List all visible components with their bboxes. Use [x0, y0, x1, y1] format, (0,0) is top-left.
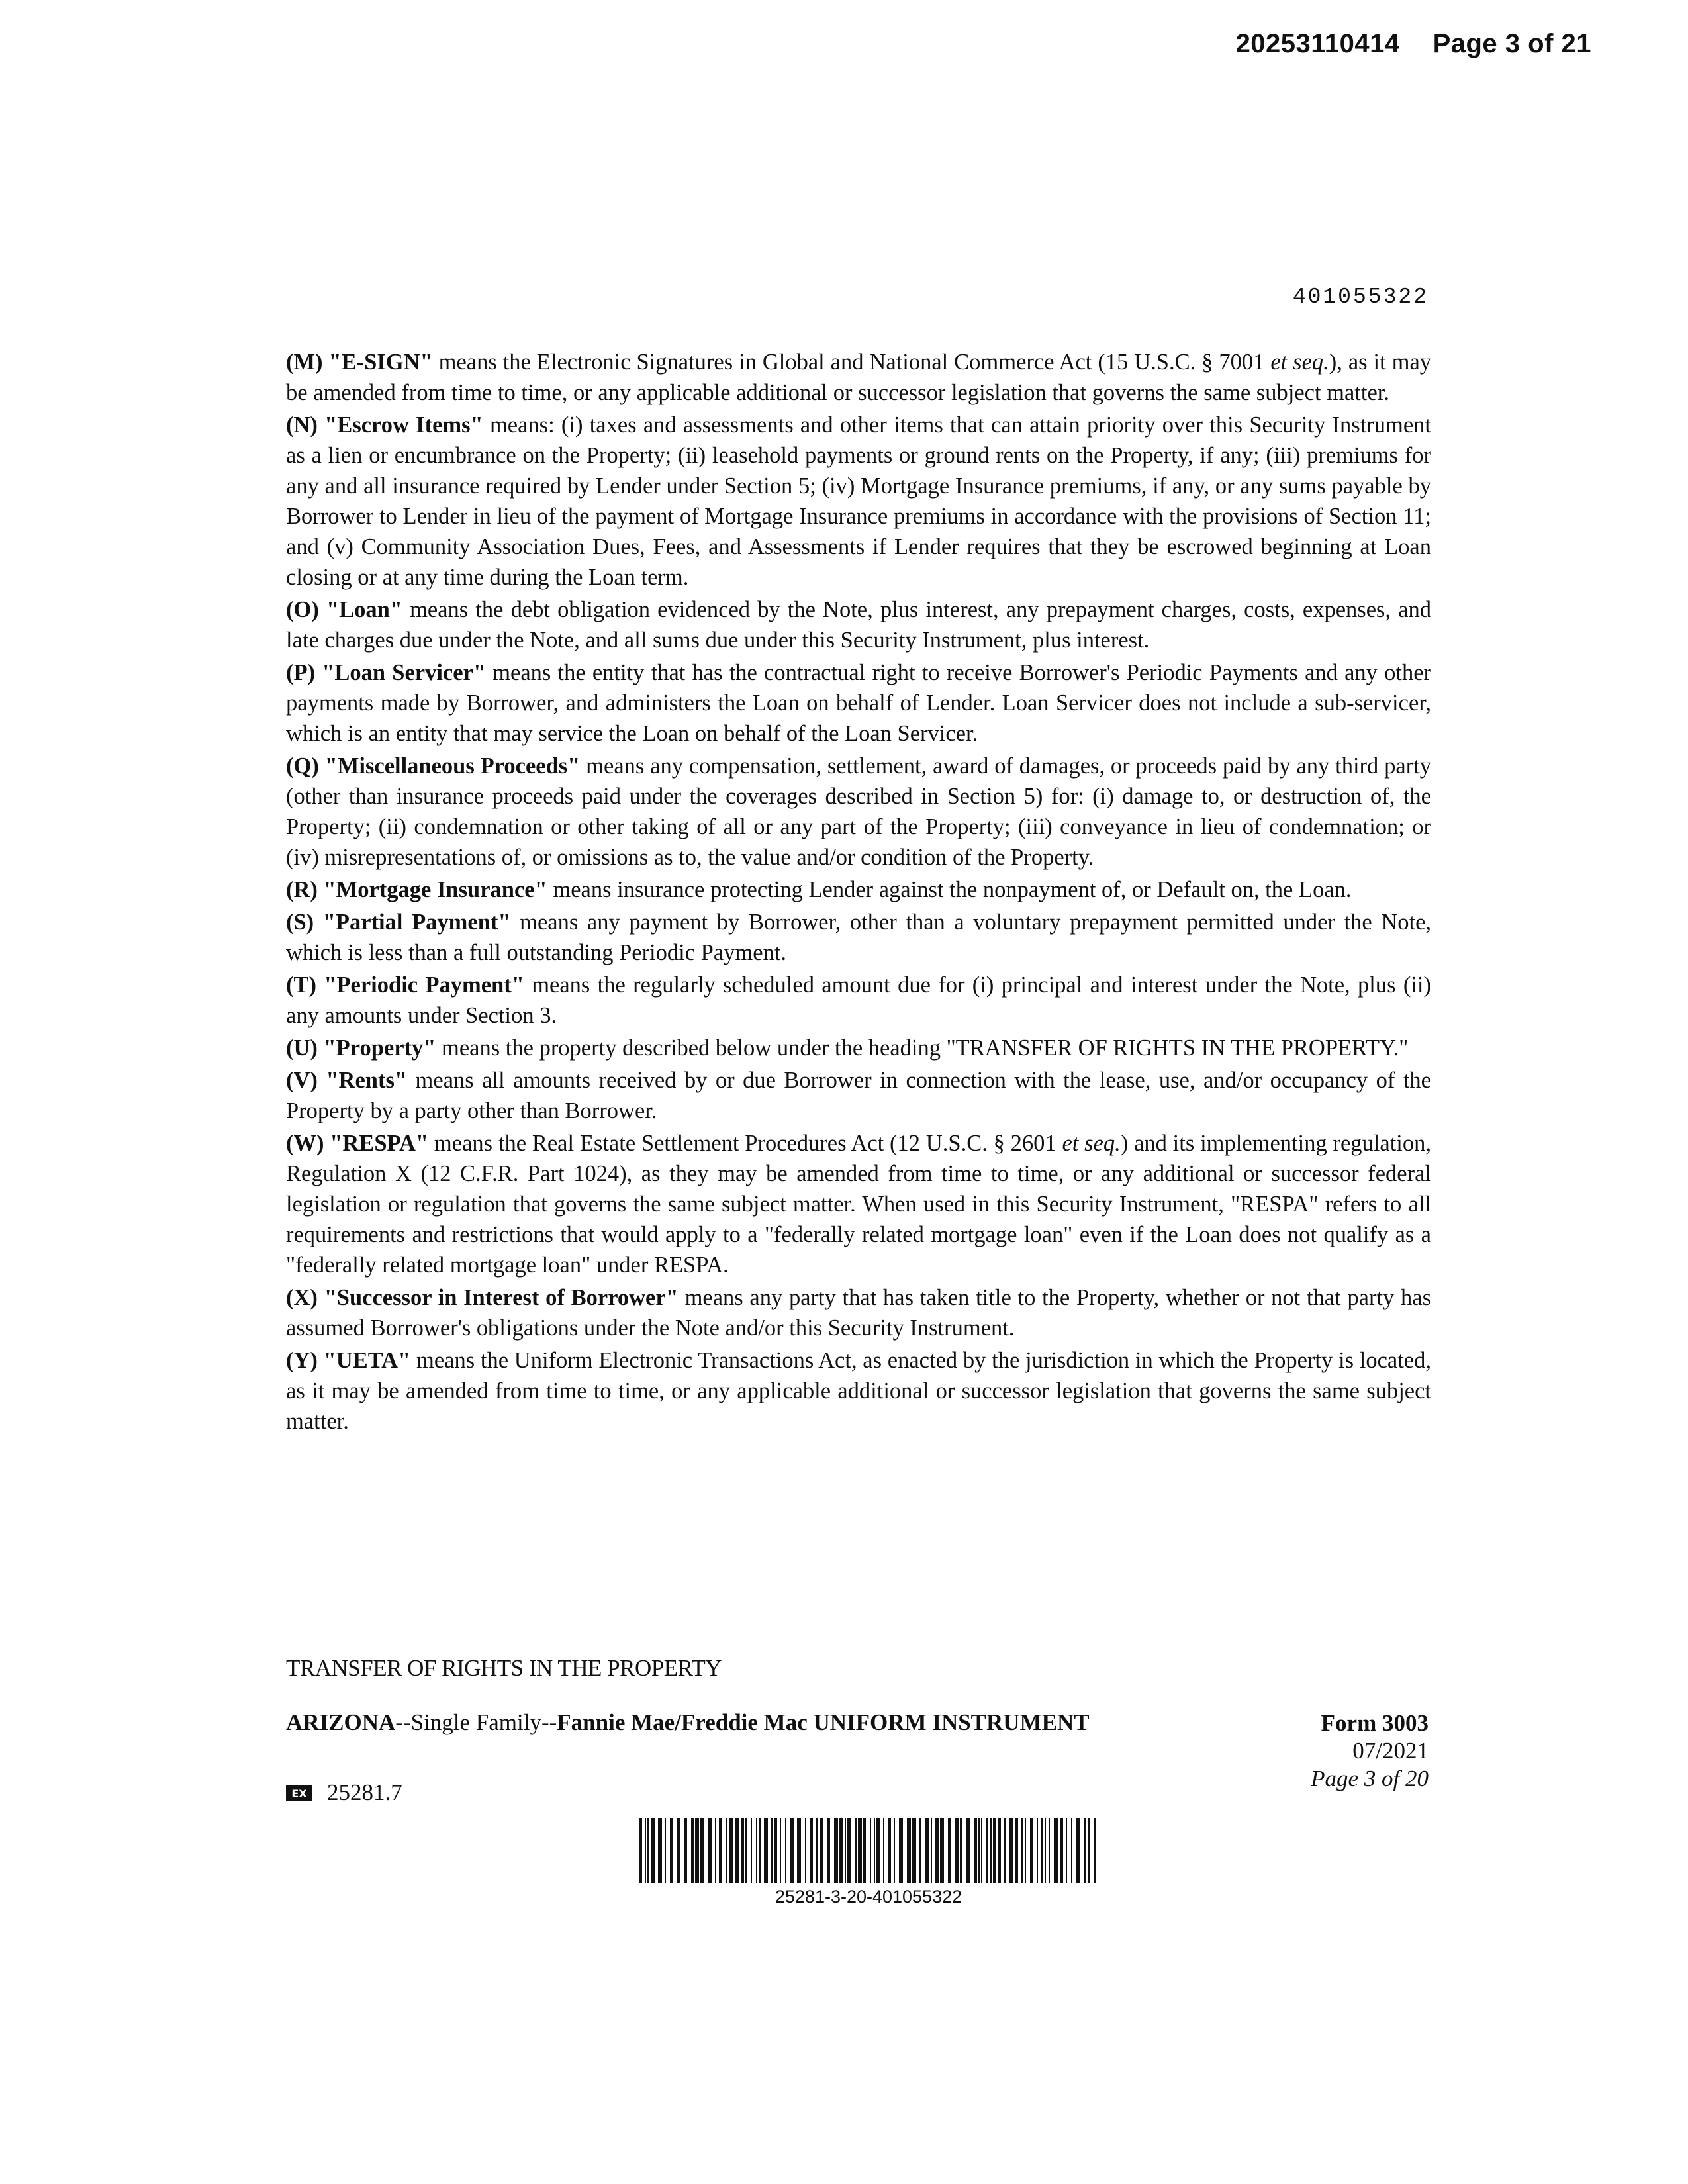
definition-term: "RESPA"	[330, 1131, 429, 1156]
definition-text: means any compensation, settlement, award of damages, or proceeds paid by any third party (other than insurance proceeds paid under the coverages described in Section 5) for: (i) damage to, or destruction of, the Property; (ii) condemnation or other taking of all or any part of the Property; (iii) conveyance in lieu of condemnation; or (iv) misrepresentations of, or omissions as to, the value and/or condition of the Property.	[286, 753, 1431, 870]
definition-text: means the Electronic Signatures in Global and National Commerce Act (15 U.S.C. § 7001	[432, 350, 1271, 375]
definition-italic: et seq.	[1062, 1131, 1121, 1156]
definitions-list	[286, 347, 1431, 1439]
definition-text-cont: ) and its implementing regulation, Regulation X (12 C.F.R. Part 1024), as they may be amended from time to time, or any additional or successor federal legislation or regulation that governs the same subject matter. When used in this Security Instrument, "RESPA" refers to all requirements and restrictions that would apply to a "federally related mortgage loan" even if the Loan does not qualify as a "federally related mortgage loan" under RESPA.	[286, 1131, 1431, 1278]
barcode	[637, 1818, 1100, 1907]
form-state: ARIZONA	[286, 1709, 396, 1735]
definition-term: "Periodic Payment"	[324, 973, 524, 998]
definition-letter: (M)	[286, 350, 323, 375]
definition-text-cont: ), as it may be amended from time to time, or any applicable additional or successor legislation that governs the same subject matter.	[286, 350, 1432, 405]
definition-term: "Escrow Items"	[324, 412, 483, 438]
definition-item	[286, 1033, 1431, 1063]
definition-letter: (O)	[286, 597, 319, 622]
definition-italic: et seq.	[1270, 350, 1329, 375]
form-type: --Single Family--	[395, 1709, 557, 1735]
definition-term: "Partial Payment"	[322, 910, 511, 935]
definition-letter: (P)	[286, 660, 316, 685]
form-number: Form 3003	[1321, 1710, 1429, 1736]
definition-letter: (W)	[286, 1131, 324, 1156]
definition-item	[286, 594, 1431, 655]
definition-item	[286, 1282, 1431, 1343]
definition-item	[286, 1065, 1431, 1126]
definition-term: "Successor in Interest of Borrower"	[324, 1285, 679, 1310]
definition-item	[286, 970, 1431, 1031]
definition-letter: (V)	[286, 1068, 318, 1093]
recording-page-label: Page 3 of 21	[1432, 29, 1591, 58]
definition-item	[286, 1345, 1431, 1437]
form-info	[1311, 1709, 1429, 1793]
definition-item	[286, 907, 1431, 968]
definition-text: means the Uniform Electronic Transactions Act, as enacted by the jurisdiction in which the Property is located, as it may be amended from time to time, or any applicable additional or successor legislation that governs the same subject matter.	[286, 1348, 1431, 1434]
definition-text: means any party that has taken title to the Property, whether or not that party has assumed Borrower's obligations under the Note and/or this Security Instrument.	[286, 1285, 1432, 1341]
definition-text: means all amounts received by or due Borrower in connection with the lease, use, and/or occupancy of the Property by a party other than Borrower.	[286, 1068, 1431, 1123]
definition-letter: (Y)	[286, 1348, 318, 1373]
loan-number: 401055322	[1292, 285, 1429, 309]
definition-term: "Property"	[323, 1035, 436, 1061]
definition-term: "Loan Servicer"	[322, 660, 487, 685]
barcode-image	[637, 1818, 1100, 1883]
definition-text: means insurance protecting Lender against the nonpayment of, or Default on, the Loan.	[547, 877, 1352, 902]
ellie-mae-icon: EX	[286, 1785, 312, 1801]
recording-number: 20253110414	[1235, 29, 1400, 58]
definition-letter: (U)	[286, 1035, 318, 1061]
definition-text: means: (i) taxes and assessments and other items that can attain priority over this Security Instrument as a lien or encumbrance on the Property; (ii) leasehold payments or ground rents on the Property, if any; (iii) premiums for any and all insurance required by Lender under Section 5; (iv) Mortgage Insurance premiums, if any, or any sums payable by Borrower to Lender in lieu of the payment of Mortgage Insurance premiums in accordance with the provisions of Section 11; and (v) Community Association Dues, Fees, and Assessments if Lender requires that they be escrowed beginning at Loan closing or at any time during the Loan term.	[286, 412, 1432, 590]
definition-text: means the debt obligation evidenced by the Note, plus interest, any prepayment charges, costs, expenses, and late charges due under the Note, and all sums due under this Security Instrument, plus interest.	[286, 597, 1431, 653]
section-heading: TRANSFER OF RIGHTS IN THE PROPERTY	[286, 1655, 722, 1681]
recording-header	[1236, 29, 1591, 59]
definition-term: "Rents"	[326, 1068, 408, 1093]
definition-term: "E-SIGN"	[328, 350, 433, 375]
form-agencies: Fannie Mae/Freddie Mac UNIFORM INSTRUMENT	[557, 1709, 1090, 1735]
definition-term: "UETA"	[323, 1348, 411, 1373]
definition-text: means the regularly scheduled amount due for (i) principal and interest under the Note, plus (ii) any amounts under Section 3.	[286, 973, 1431, 1028]
form-page-number: Page 3 of 20	[1311, 1766, 1429, 1791]
definition-item	[286, 657, 1431, 749]
document-code-number: 25281.7	[327, 1780, 402, 1805]
form-date: 07/2021	[1352, 1738, 1429, 1764]
definition-letter: (X)	[286, 1285, 318, 1310]
definition-item	[286, 875, 1431, 905]
definition-term: "Mortgage Insurance"	[323, 877, 547, 902]
definition-item	[286, 751, 1431, 873]
definition-term: "Loan"	[326, 597, 402, 622]
document-code	[286, 1780, 402, 1806]
definition-term: "Miscellaneous Proceeds"	[324, 753, 581, 779]
definition-text: means any payment by Borrower, other than a voluntary prepayment permitted under the Note, which is less than a full outstanding Periodic Payment.	[286, 910, 1432, 965]
definition-letter: (Q)	[286, 753, 319, 779]
definition-letter: (N)	[286, 412, 318, 438]
barcode-text: 25281-3-20-401055322	[774, 1887, 962, 1907]
definition-item	[286, 1128, 1431, 1280]
form-title	[286, 1709, 1090, 1736]
definition-item	[286, 347, 1431, 408]
definition-letter: (S)	[286, 910, 314, 935]
definition-text: means the Real Estate Settlement Procedures Act (12 U.S.C. § 2601	[428, 1131, 1062, 1156]
definition-item	[286, 410, 1431, 593]
definition-text: means the property described below under the heading "TRANSFER OF RIGHTS IN THE PROPERTY."	[436, 1035, 1409, 1061]
definition-letter: (R)	[286, 877, 318, 902]
definition-text: means the entity that has the contractual right to receive Borrower's Periodic Payments and any other payments made by Borrower, and administers the Loan on behalf of Lender. Loan Servicer does not include a sub-servicer, which is an entity that may service the Loan on behalf of the Loan Servicer.	[286, 660, 1432, 746]
definition-letter: (T)	[286, 973, 316, 998]
